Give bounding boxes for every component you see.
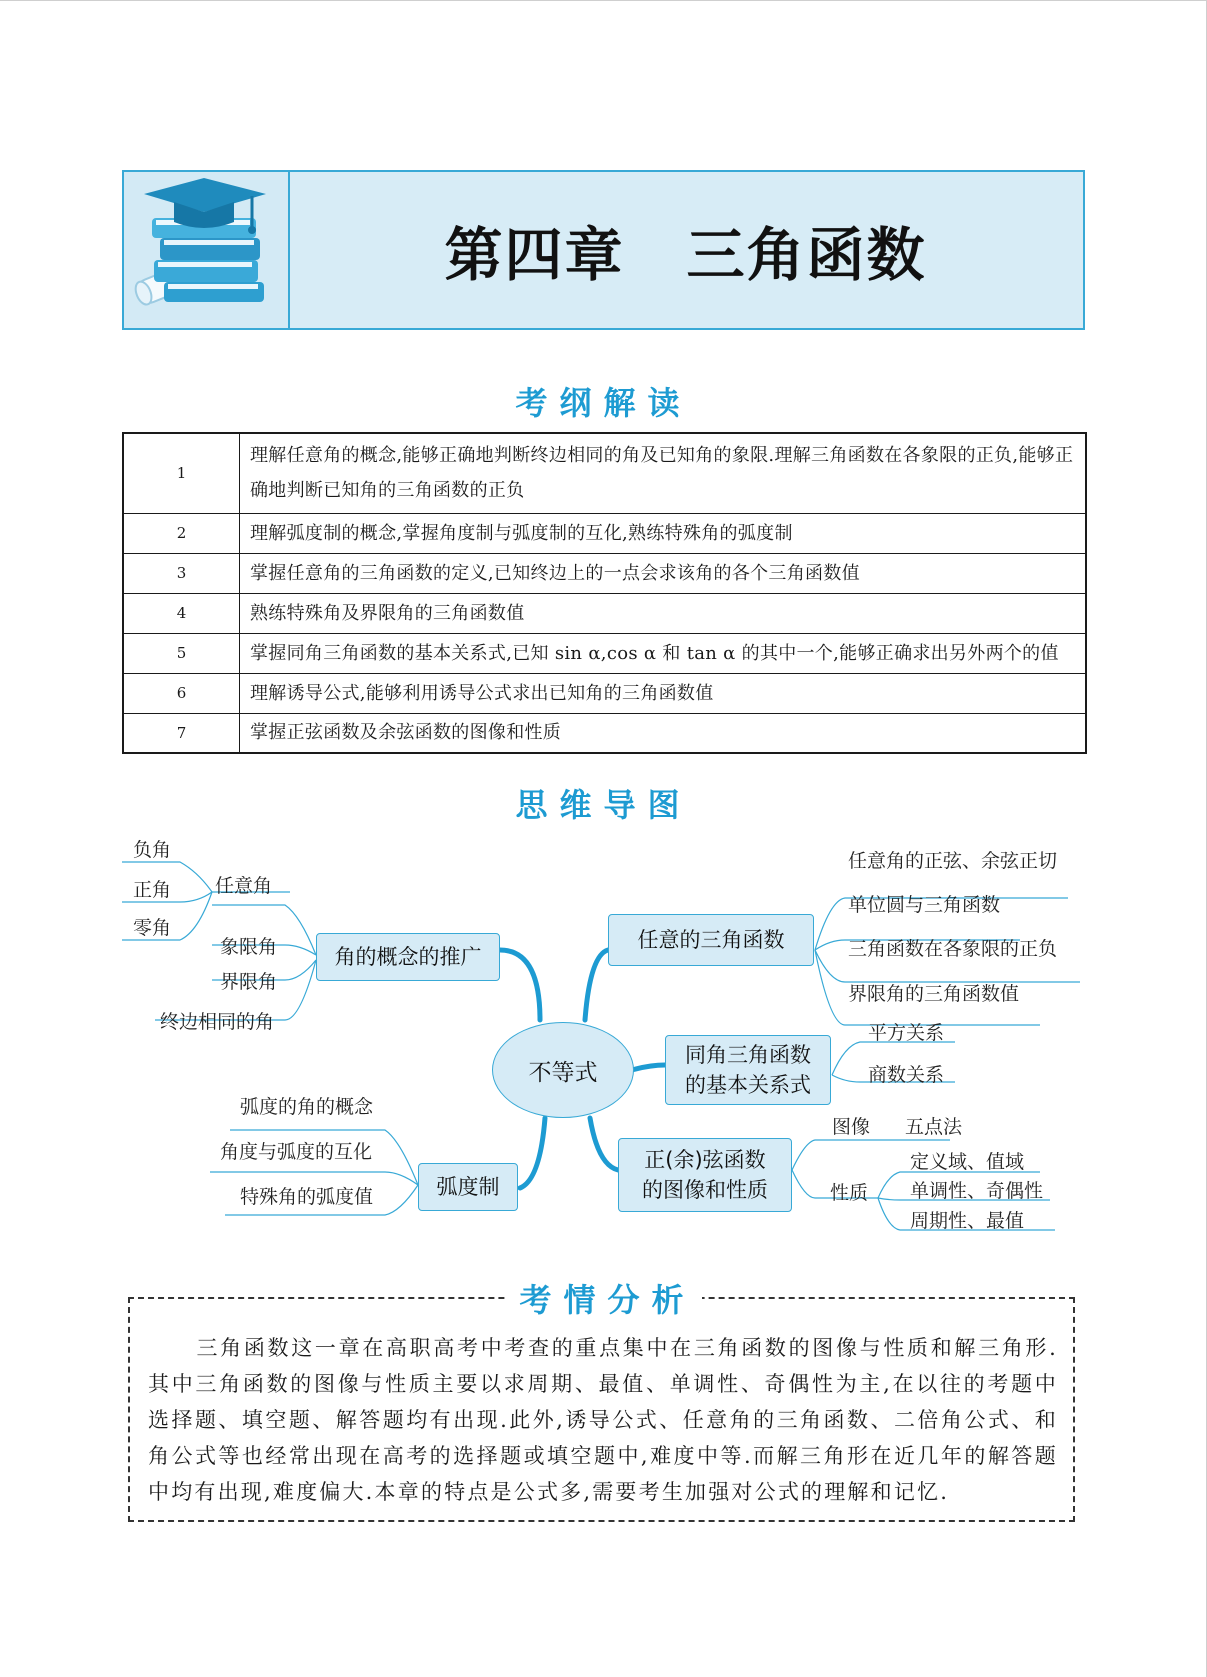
row-text: 掌握同角三角函数的基本关系式,已知 sin α,cos α 和 tan α 的其中一个,能够正确求出另外两个的值 — [240, 633, 1087, 673]
leaf-negative-angle: 负角 — [133, 839, 172, 861]
branch-label: 任意的三角函数 — [637, 928, 785, 952]
leaf-quadrant-signs: 三角函数在各象限的正负 — [848, 938, 1058, 960]
branch-label-line1: 正(余)弦函数 — [644, 1148, 766, 1172]
branch-angle-concept — [316, 933, 500, 981]
leaf-square-relation: 平方关系 — [868, 1022, 945, 1044]
row-text: 熟练特殊角及界限角的三角函数值 — [240, 593, 1087, 633]
leaf-radian-concept: 弧度的角的概念 — [240, 1096, 374, 1118]
row-number: 3 — [123, 553, 240, 593]
table-row — [123, 553, 1086, 593]
branch-label-line1: 同角三角函数 — [685, 1043, 811, 1067]
leaf-five-point-method: 五点法 — [905, 1116, 963, 1138]
analysis-heading — [0, 1275, 1207, 1321]
table-row — [123, 673, 1086, 713]
syllabus-heading: 考纲解读 — [515, 384, 692, 422]
branch-label-line2: 的基本关系式 — [685, 1073, 811, 1097]
branch-arbitrary-trig — [608, 914, 814, 966]
row-number: 7 — [123, 713, 240, 753]
analysis-text: 三角函数这一章在高职高考中考查的重点集中在三角函数的图像与性质和解三角形.其中三角函数的图像与性质主要以求周期、最值、单调性、奇偶性为主,在以往的考题中选择题、填空题、解答题均有出现.此外,诱导公式、任意角的三角函数、二倍角公式、和角公式等也经常出现在高考的选择题或填空题中,难度中等.而解三角形在近几年的解答题中均有出现,难度偏大.本章的特点是公式多,需要考生加强对公式的理解和记忆. — [148, 1336, 1058, 1504]
row-number: 1 — [123, 433, 240, 513]
leaf-degree-radian-conversion: 角度与弧度的互化 — [220, 1141, 373, 1163]
chapter-heading — [288, 172, 1083, 328]
leaf-boundary-values: 界限角的三角函数值 — [848, 983, 1020, 1005]
table-row — [123, 433, 1086, 513]
row-number: 4 — [123, 593, 240, 633]
page-top-border — [0, 0, 1207, 1]
chapter-banner — [122, 170, 1085, 330]
leaf-property: 性质 — [830, 1182, 869, 1204]
row-number: 2 — [123, 513, 240, 553]
leaf-positive-angle: 正角 — [133, 879, 172, 901]
branch-radian — [418, 1163, 518, 1211]
row-text: 理解诱导公式,能够利用诱导公式求出已知角的三角函数值 — [240, 673, 1087, 713]
row-number: 6 — [123, 673, 240, 713]
leaf-domain-range: 定义域、值域 — [910, 1151, 1025, 1173]
table-row — [123, 713, 1086, 753]
leaf-graph: 图像 — [832, 1116, 871, 1138]
graduation-cap-books-icon — [124, 172, 290, 328]
analysis-heading-text: 考情分析 — [505, 1281, 701, 1319]
leaf-monotonic-parity: 单调性、奇偶性 — [910, 1180, 1044, 1202]
syllabus-table — [122, 432, 1087, 754]
table-row — [123, 593, 1086, 633]
chapter-number: 第四章 — [444, 221, 625, 289]
chapter-title: 三角函数 — [686, 221, 927, 289]
table-row — [123, 513, 1086, 553]
branch-label-line2: 的图像和性质 — [642, 1178, 768, 1202]
leaf-zero-angle: 零角 — [133, 917, 172, 939]
branch-identities — [665, 1035, 831, 1105]
branch-sine-cosine — [618, 1138, 792, 1212]
branch-label: 角的概念的推广 — [334, 945, 482, 969]
row-text: 掌握任意角的三角函数的定义,已知终边上的一点会求该角的各个三角函数值 — [240, 553, 1087, 593]
leaf-period-extremum: 周期性、最值 — [910, 1210, 1025, 1232]
row-text: 理解任意角的概念,能够正确地判断终边相同的角及已知角的象限.理解三角函数在各象限的正负,能够正确地判断已知角的三角函数的正负 — [240, 433, 1087, 513]
branch-label: 弧度制 — [436, 1175, 500, 1199]
leaf-coterminal-angle: 终边相同的角 — [160, 1011, 275, 1033]
leaf-sin-cos-tan: 任意角的正弦、余弦正切 — [848, 850, 1058, 872]
leaf-unit-circle: 单位圆与三角函数 — [848, 894, 1001, 916]
analysis-paragraph — [148, 1330, 1058, 1510]
leaf-boundary-angle: 界限角 — [220, 971, 278, 993]
leaf-arbitrary-angle: 任意角 — [215, 875, 273, 897]
leaf-quadrant-angle: 象限角 — [220, 936, 278, 958]
mindmap-heading: 思维导图 — [515, 786, 692, 824]
row-text: 理解弧度制的概念,掌握角度制与弧度制的互化,熟练特殊角的弧度制 — [240, 513, 1087, 553]
center-label: 不等式 — [528, 1059, 598, 1086]
mind-map — [0, 820, 1207, 1250]
table-row — [123, 633, 1086, 673]
leaf-quotient-relation: 商数关系 — [868, 1064, 945, 1086]
row-text: 掌握正弦函数及余弦函数的图像和性质 — [240, 713, 1087, 753]
row-number: 5 — [123, 633, 240, 673]
leaf-special-radian: 特殊角的弧度值 — [240, 1186, 374, 1208]
mindmap-center-node — [492, 1022, 634, 1118]
